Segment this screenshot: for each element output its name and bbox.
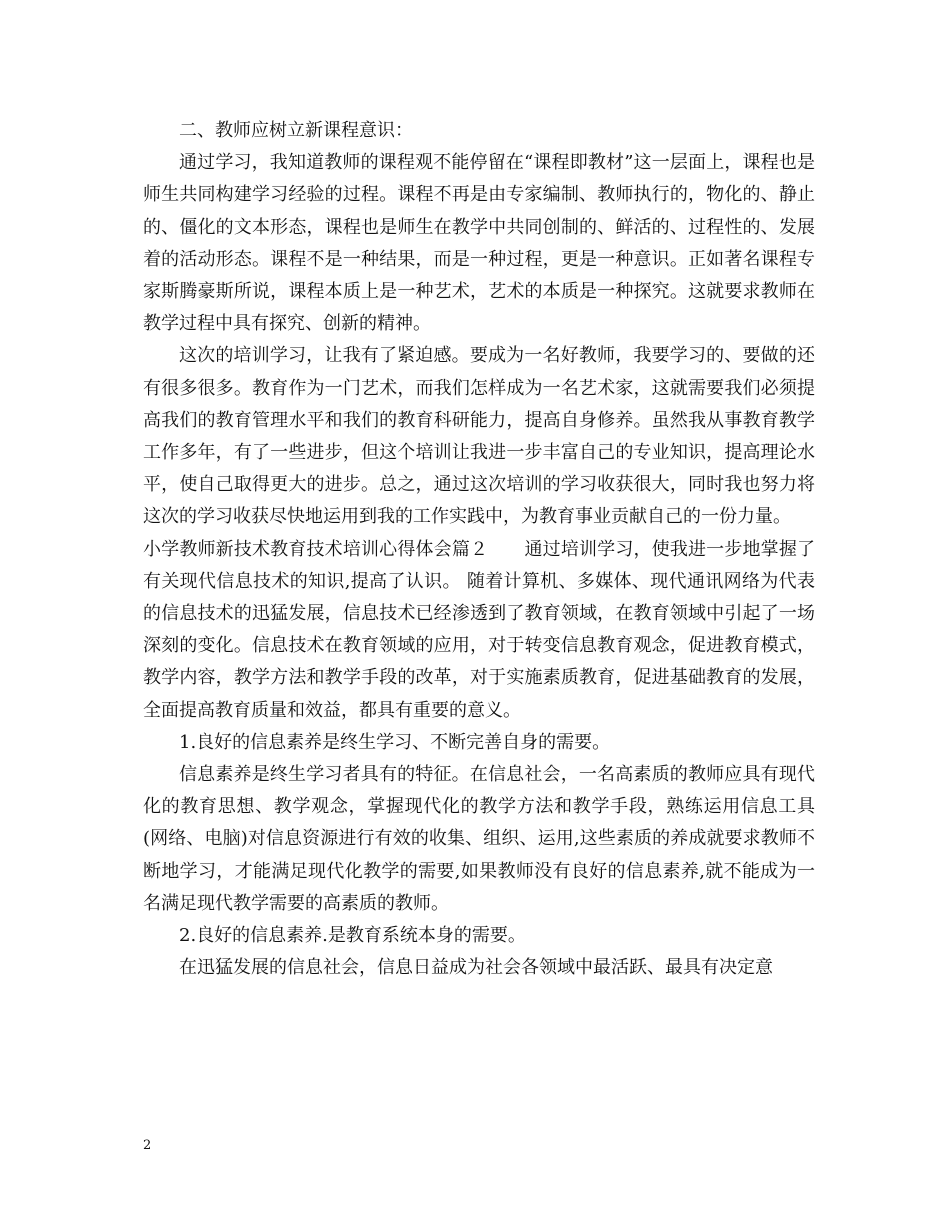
paragraph: 小学教师新技术教育技术培训心得体会篇２ 通过培训学习，使我进一步地掌握了有关现代信息技术的知识,提高了认识。 随着计算机、多媒体、现代通讯网络为代表的信息技术的迅猛发展，信息技术已经渗透到了教育领域，在教育领域中引起了一场深刻的变化。信息技术在教育领域的应用，对于转变信息教育观念，促进教育模式，教学内容，教学方法和教学手段的改革，对于实施素质教育，促进基础教育的发展，全面提高教育质量和效益，都具有重要的意义。 xyxy=(143,538,815,721)
document-body xyxy=(143,115,815,984)
paragraph: 在迅猛发展的信息社会，信息日益成为社会各领域中最活跃、最具有决定意 xyxy=(179,957,773,979)
section-heading: 二、教师应树立新课程意识： xyxy=(179,120,413,141)
paragraph: 通过学习，我知道教师的课程观不能停留在“课程即教材”这一层面上，课程也是师生共同构建学习经验的过程。课程不再是由专家编制、教师执行的，物化的、静止的、僵化的文本形态，课程也是师生在教学中共同创制的、鲜活的、过程性的、发展着的活动形态。课程不是一种结果，而是一种过程，更是一种意识。正如著名课程专家斯腾豪斯所说，课程本质上是一种艺术，艺术的本质是一种探究。这就要求教师在教学过程中具有探究、创新的精神。 xyxy=(143,152,815,335)
list-item-heading: 2.良好的信息素养.是教育系统本身的需要。 xyxy=(179,925,526,947)
list-item-heading: 1.良好的信息素养是终生学习、不断完善自身的需要。 xyxy=(179,731,611,753)
paragraph: 这次的培训学习，让我有了紧迫感。要成为一名好教师，我要学习的、要做的还有很多很多。教育作为一门艺术，而我们怎样成为一名艺术家，这就需要我们必须提高我们的教育管理水平和我们的教育科研能力，提高自身修养。虽然我从事教育教学工作多年，有了一些进步，但这个培训让我进一步丰富自己的专业知识，提高理论水平，使自己取得更大的进步。总之，通过这次培训的学习收获很大，同时我也努力将这次的学习收获尽快地运用到我的工作实践中，为教育事业贡献自己的一份力量。 xyxy=(143,345,815,528)
page-number: 2 xyxy=(143,1138,152,1153)
paragraph: 信息素养是终生学习者具有的特征。在信息社会，一名高素质的教师应具有现代化的教育思想、教学观念，掌握现代化的教学方法和教学手段，熟练运用信息工具(网络、电脑)对信息资源进行有效的收集、组织、运用,这些素质的养成就要求教师不断地学习，才能满足现代化教学的需要,如果教师没有良好的信息素养,就不能成为一名满足现代教学需要的高素质的教师。 xyxy=(143,764,815,914)
